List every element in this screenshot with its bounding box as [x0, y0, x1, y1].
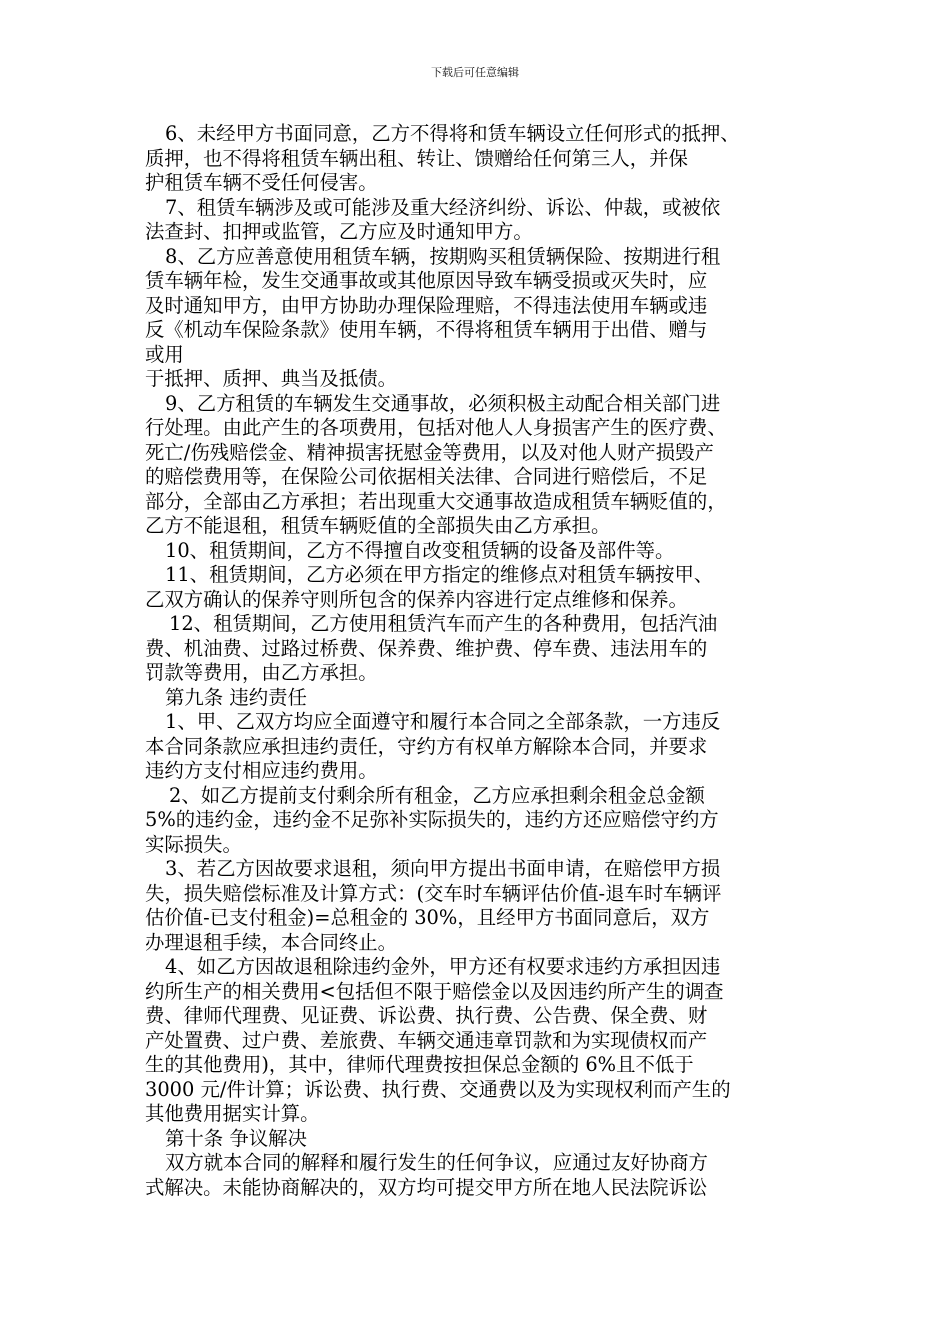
text-line: 乙双方确认的保养守则所包含的保养内容进行定点维修和保养。 — [145, 587, 688, 611]
text-line: 失，损失赔偿标准及计算方式：(交车时车辆评估价值-退车时车辆评 — [145, 881, 722, 905]
text-line: 2、如乙方提前支付剩余所有租金，乙方应承担剩余租金总金额 — [169, 783, 705, 807]
text-line: 产处置费、过户费、差旅费、车辆交通违章罚款和为实现债权而产 — [145, 1028, 708, 1052]
text-line: 生的其他费用)，其中，律师代理费按担保总金额的 6%且不低于 — [145, 1053, 694, 1076]
text-line: 死亡/伤残赔偿金、精神损害抚慰金等费用，以及对他人财产损毁产 — [145, 440, 714, 464]
text-line: 3、若乙方因故要求退租，须向甲方提出书面申请，在赔偿甲方损 — [165, 857, 721, 880]
text-line: 其他费用据实计算。 — [145, 1102, 320, 1125]
text-line: 第十条 争议解决 — [165, 1126, 307, 1150]
text-line: 1、甲、乙双方均应全面遵守和履行本合同之全部条款，一方违反 — [165, 710, 721, 733]
text-line: 9、乙方租赁的车辆发生交通事故，必须积极主动配合相关部门进 — [165, 391, 721, 415]
page-header: 下载后可任意编辑 — [431, 66, 519, 79]
text-line: 实际损失。 — [145, 832, 242, 856]
text-line: 质押，也不得将租赁车辆出租、转让、馈赠给任何第三人，并保 — [145, 146, 688, 170]
text-line: 10、租赁期间，乙方不得擅自改变租赁辆的设备及部件等。 — [165, 538, 675, 562]
text-line: 7、租赁车辆涉及或可能涉及重大经济纠纷、诉讼、仲裁，或被依 — [165, 195, 721, 219]
text-line: 12、租赁期间，乙方使用租赁汽车而产生的各种费用，包括汽油 — [169, 612, 718, 635]
text-line: 本合同条款应承担违约责任，守约方有权单方解除本合同，并要求 — [145, 734, 708, 758]
text-line: 部分，全部由乙方承担；若出现重大交通事故造成租赁车辆贬值的， — [145, 489, 727, 513]
text-line: 于抵押、质押、典当及抵债。 — [145, 367, 398, 390]
text-line: 4、如乙方因故退租除违约金外，甲方还有权要求违约方承担因违 — [165, 955, 721, 978]
text-line: 第九条 违约责任 — [165, 685, 307, 709]
text-line: 办理退租手续，本合同终止。 — [145, 930, 398, 954]
text-line: 5%的违约金，违约金不足弥补实际损失的，违约方还应赔偿守约方 — [145, 808, 719, 831]
text-line: 费、机油费、过路过桥费、保养费、维护费、停车费、违法用车的 — [145, 636, 708, 660]
text-line: 乙方不能退租，租赁车辆贬值的全部损失由乙方承担。 — [145, 514, 611, 537]
text-line: 罚款等费用，由乙方承担。 — [145, 661, 378, 684]
text-line: 3000 元/件计算；诉讼费、执行费、交通费以及为实现权利而产生的 — [145, 1077, 731, 1101]
text-line: 费、律师代理费、见证费、诉讼费、执行费、公告费、保全费、财 — [145, 1004, 708, 1027]
text-line: 11、租赁期间，乙方必须在甲方指定的维修点对租赁车辆按甲、 — [165, 563, 714, 586]
text-line: 护租赁车辆不受任何侵害。 — [145, 171, 378, 194]
text-line: 6、未经甲方书面同意，乙方不得将和赁车辆设立任何形式的抵押、 — [165, 122, 740, 145]
text-line: 或用 — [145, 342, 184, 366]
text-line: 行处理。由此产生的各项费用，包括对他人人身损害产生的医疗费、 — [145, 416, 727, 439]
text-line: 及时通知甲方，由甲方协助办理保险理赔，不得违法使用车辆或违 — [145, 293, 708, 317]
text-line: 式解决。未能协商解决的，双方均可提交甲方所在地人民法院诉讼 — [145, 1175, 708, 1199]
text-line: 约所生产的相关费用<包括但不限于赔偿金以及因违约所产生的调查 — [145, 979, 724, 1003]
text-line: 反《机动车保险条款》使用车辆，不得将租赁车辆用于出借、赠与 — [145, 318, 708, 341]
text-line: 赁车辆年检，发生交通事故或其他原因导致车辆受损或灭失时，应 — [145, 269, 708, 292]
document-body — [145, 122, 815, 1200]
text-line: 8、乙方应善意使用租赁车辆，按期购买租赁辆保险、按期进行租 — [165, 244, 721, 268]
text-line: 的赔偿费用等，在保险公司依据相关法律、合同进行赔偿后，不足 — [145, 465, 708, 488]
text-line: 双方就本合同的解释和履行发生的任何争议，应通过友好协商方 — [165, 1151, 708, 1174]
text-line: 违约方支付相应违约费用。 — [145, 759, 378, 782]
text-line: 估价值-已支付租金)=总租金的 30%，且经甲方书面同意后，双方 — [145, 906, 710, 929]
text-line: 法查封、扣押或监管，乙方应及时通知甲方。 — [145, 220, 533, 243]
